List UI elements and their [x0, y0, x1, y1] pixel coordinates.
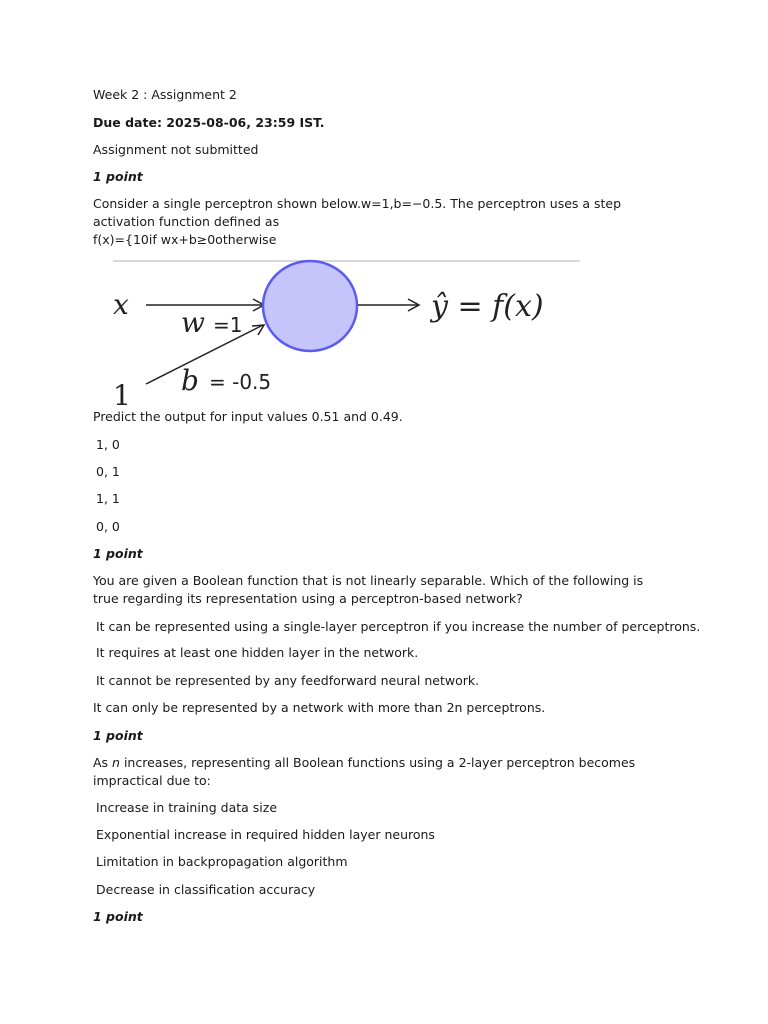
- q3-option-4[interactable]: Decrease in classification accuracy: [96, 882, 316, 897]
- q3-prompt-post: increases, representing all Boolean functions using a 2-layer perceptron becomes impractical due to:: [93, 755, 636, 788]
- q1-points: 1 point: [93, 169, 143, 184]
- q1-option-2[interactable]: 0, 1: [96, 464, 120, 479]
- q2-points: 1 point: [93, 546, 143, 561]
- q3-prompt-pre: As: [93, 755, 113, 770]
- q1-prompt: Consider a single perceptron shown below.w=1,b=−0.5. The perceptron uses a step activation function defined as: [93, 196, 622, 229]
- weight-value-label: =1: [213, 313, 243, 337]
- q3-option-2[interactable]: Exponential increase in required hidden layer neurons: [96, 827, 435, 842]
- q2-option-3[interactable]: It cannot be represented by any feedforward neural network.: [96, 673, 480, 688]
- q3-points: 1 point: [93, 728, 143, 743]
- page-title: Week 2 : Assignment 2: [93, 87, 237, 102]
- q3-prompt-var: n: [112, 755, 120, 770]
- bias-input-label: 1: [113, 379, 131, 410]
- q3-option-3[interactable]: Limitation in backpropagation algorithm: [96, 854, 348, 869]
- q1-option-3[interactable]: 1, 1: [96, 491, 120, 506]
- q2-option-1[interactable]: It can be represented using a single-layer perceptron if you increase the number of perceptrons.: [96, 619, 701, 634]
- q1-activation-function: f(x)={10if wx+b≥0otherwise: [93, 232, 277, 247]
- bias-value-label: = -0.5: [209, 370, 272, 394]
- q2-option-4[interactable]: It can only be represented by a network with more than 2n perceptrons.: [93, 700, 546, 715]
- bias-var-label: b: [181, 364, 199, 397]
- weight-var-label: w: [181, 306, 205, 339]
- perceptron-diagram: [113, 258, 583, 410]
- q4-points: 1 point: [93, 909, 143, 924]
- q1-followup: Predict the output for input values 0.51 and 0.49.: [93, 409, 403, 424]
- q3-prompt: [93, 754, 663, 790]
- q3-option-1[interactable]: Increase in training data size: [96, 800, 278, 815]
- input-x-label: x: [113, 288, 129, 321]
- q1-option-4[interactable]: 0, 0: [96, 519, 120, 534]
- q2-prompt: You are given a Boolean function that is not linearly separable. Which of the following is true regarding its representation using a perceptron-based network?: [93, 573, 644, 606]
- output-label: ŷ = f(x): [431, 289, 544, 324]
- q2-option-2[interactable]: It requires at least one hidden layer in the network.: [96, 645, 419, 660]
- q1-option-1[interactable]: 1, 0: [96, 437, 120, 452]
- submission-status: Assignment not submitted: [93, 142, 259, 157]
- perceptron-node: [263, 261, 357, 351]
- due-date: Due date: 2025-08-06, 23:59 IST.: [93, 115, 325, 130]
